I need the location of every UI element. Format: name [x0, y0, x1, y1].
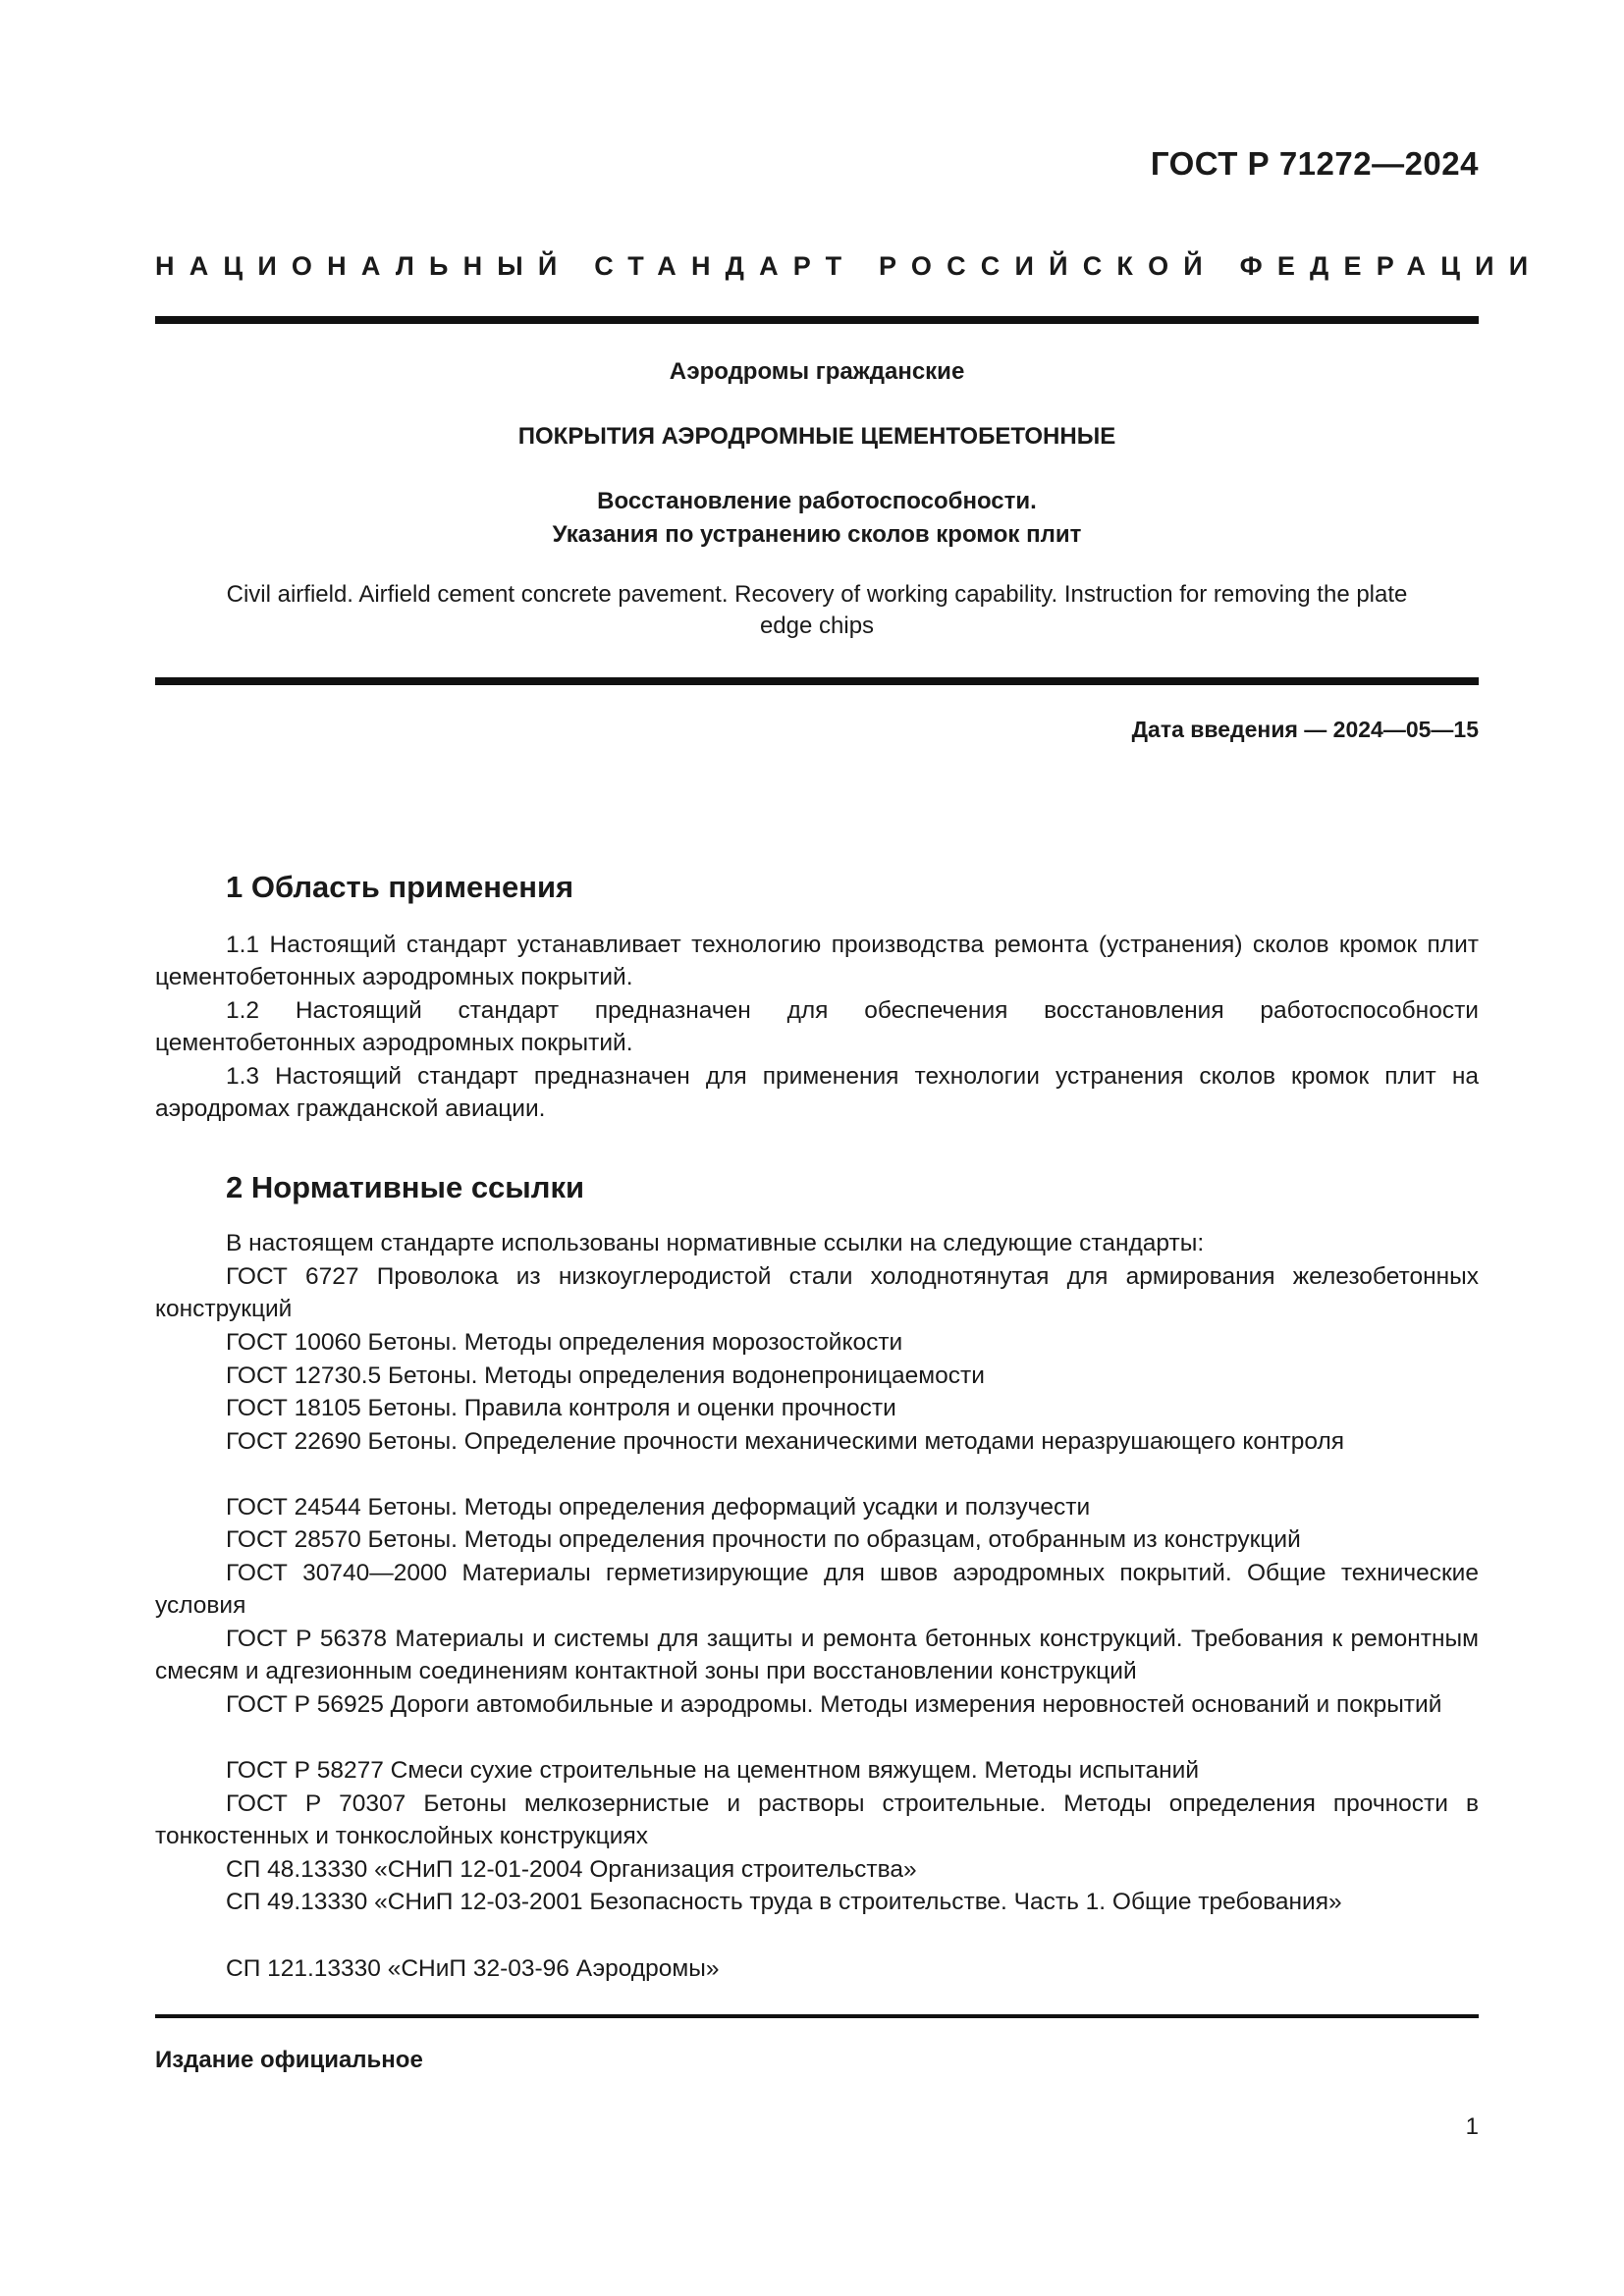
reference-item: ГОСТ 6727 Проволока из низкоуглеродистой стали холоднотянутая для армирования железобетонных конструкций	[155, 1263, 1479, 1323]
official-edition-note: Издание официальное	[155, 2047, 423, 2073]
reference-item: ГОСТ Р 70307 Бетоны мелкозернистые и растворы строительные. Методы определения прочности в тонкостенных и тонкослойных конструкциях	[155, 1790, 1479, 1850]
date-of-introduction: Дата введения — 2024—05—15	[1131, 717, 1479, 742]
section-2-heading: 2 Нормативные ссылки	[226, 1170, 585, 1204]
reference-item: ГОСТ Р 56925 Дороги автомобильные и аэродромы. Методы измерения неровностей оснований и покрытий	[226, 1691, 1442, 1718]
middle-rule	[155, 677, 1479, 685]
title-line-2: ПОКРЫТИЯ АЭРОДРОМНЫЕ ЦЕМЕНТОБЕТОННЫЕ	[517, 423, 1116, 450]
reference-item: ГОСТ Р 58277 Смеси сухие строительные на цементном вяжущем. Методы испытаний	[226, 1757, 1200, 1784]
title-line-1: Аэродромы гражданские	[669, 358, 965, 385]
section-1-para-1: 1.1 Настоящий стандарт устанавливает технологию производства ремонта (устранения) сколов кромок плит цементобетонных аэродромных покрытий.	[155, 932, 1479, 991]
reference-item: СП 121.13330 «СНиП 32-03-96 Аэродромы»	[226, 1955, 720, 1982]
top-rule	[155, 316, 1479, 324]
section-1-para-3: 1.3 Настоящий стандарт предназначен для применения технологии устранения сколов кромок плит на аэродромах гражданской авиации.	[155, 1063, 1479, 1123]
title-line-3b: Указания по устранению сколов кромок плит	[552, 521, 1082, 548]
national-standard-title: НАЦИОНАЛЬНЫЙ СТАНДАРТ РОССИЙСКОЙ ФЕДЕРАЦИИ	[155, 251, 1543, 281]
section-1-para-2: 1.2 Настоящий стандарт предназначен для обеспечения восстановления работоспособности цементобетонных аэродромных покрытий.	[155, 997, 1479, 1057]
reference-item: ГОСТ 24544 Бетоны. Методы определения деформаций усадки и ползучести	[226, 1494, 1091, 1521]
reference-item: ГОСТ 28570 Бетоны. Методы определения прочности по образцам, отобранным из конструкций	[226, 1526, 1301, 1553]
section-2-intro: В настоящем стандарте использованы нормативные ссылки на следующие стандарты:	[226, 1230, 1205, 1256]
reference-item: ГОСТ 22690 Бетоны. Определение прочности механическими методами неразрушающего контроля	[226, 1428, 1345, 1455]
reference-item: ГОСТ Р 56378 Материалы и системы для защиты и ремонта бетонных конструкций. Требования к ремонтным смесям и адгезионным соединениям контактной зоны при восстановлении конструкций	[155, 1626, 1479, 1685]
reference-item: ГОСТ 12730.5 Бетоны. Методы определения водонепроницаемости	[226, 1362, 985, 1389]
reference-item: СП 48.13330 «СНиП 12-01-2004 Организация строительства»	[226, 1856, 917, 1883]
reference-item: ГОСТ 18105 Бетоны. Правила контроля и оценки прочности	[226, 1395, 896, 1421]
section-1-heading: 1 Область применения	[226, 870, 574, 904]
reference-item: СП 49.13330 «СНиП 12-03-2001 Безопасность труда в строительстве. Часть 1. Общие требования»	[226, 1889, 1342, 1915]
title-line-3a: Восстановление работоспособности.	[597, 488, 1037, 514]
footer-rule	[155, 2014, 1479, 2018]
reference-item: ГОСТ 30740—2000 Материалы герметизирующие для швов аэродромных покрытий. Общие технические условия	[155, 1560, 1479, 1620]
english-title-b: edge chips	[759, 613, 875, 639]
reference-item: ГОСТ 10060 Бетоны. Методы определения морозостойкости	[226, 1329, 903, 1356]
english-title-a: Civil airfield. Airfield cement concrete pavement. Recovery of working capability. Instruction for removing the plate	[226, 581, 1408, 608]
standard-code: ГОСТ Р 71272—2024	[1150, 145, 1479, 182]
page-number: 1	[1465, 2113, 1479, 2140]
